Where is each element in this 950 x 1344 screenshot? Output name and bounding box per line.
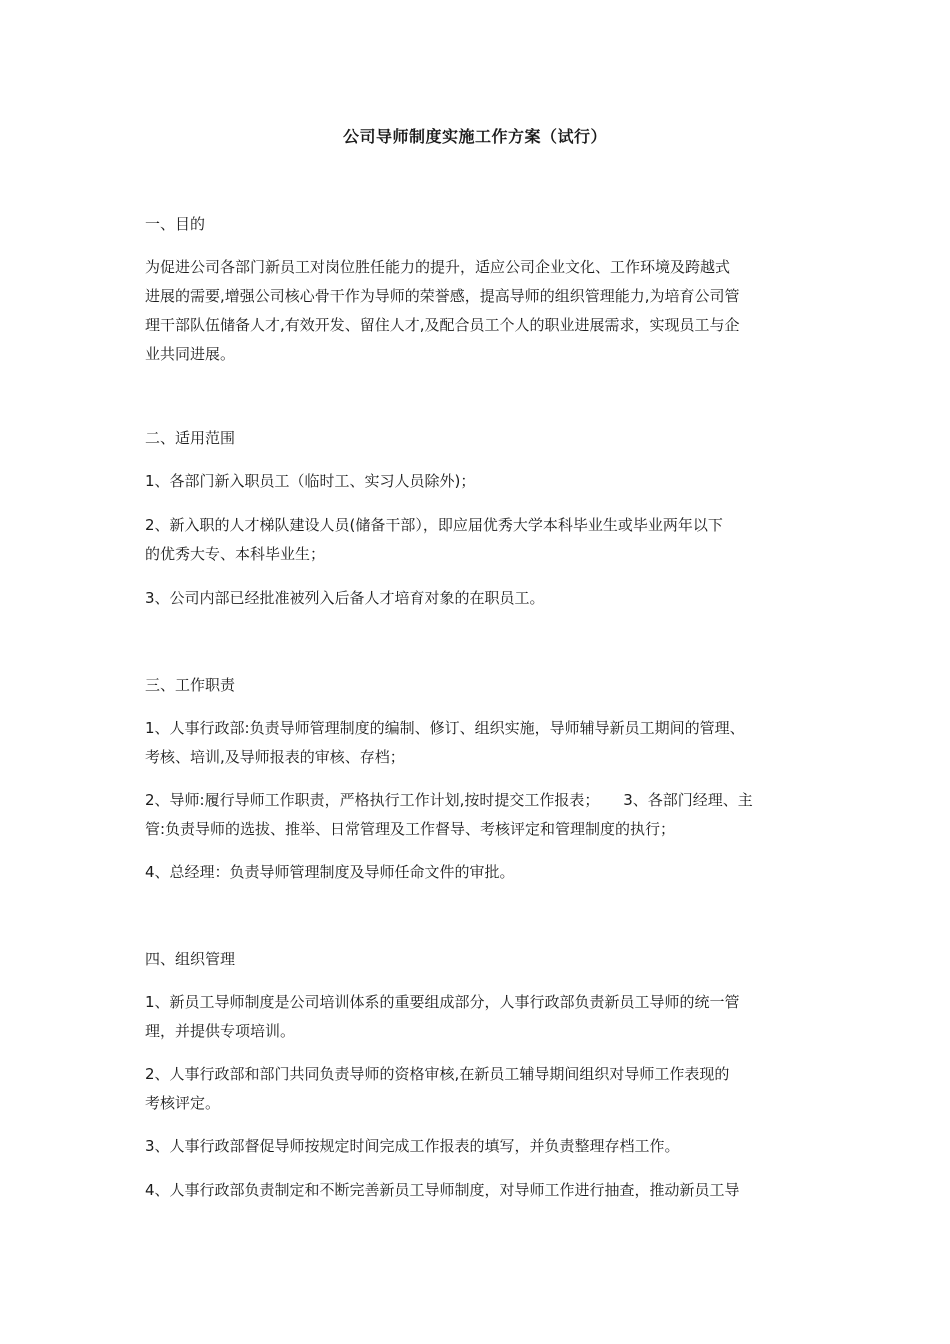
paragraph-line: 1、各部门新入职员工（临时工、实习人员除外)；	[145, 472, 476, 490]
paragraph-line: 2、人事行政部和部门共同负责导师的资格审核,在新员工辅导期间组织对导师工作表现的	[145, 1065, 730, 1083]
paragraph-line: 1、人事行政部:负责导师管理制度的编制、修订、组织实施，导师辅导新员工期间的管理、	[145, 719, 745, 737]
paragraph-line: 业共同进展。	[145, 345, 236, 363]
paragraph-line: 3、人事行政部督促导师按规定时间完成工作报表的填写，并负责整理存档工作。	[145, 1137, 680, 1155]
document-title: 公司导师制度实施工作方案（试行）	[342, 127, 607, 146]
paragraph-line: 4、人事行政部负责制定和不断完善新员工导师制度，对导师工作进行抽查，推动新员工导	[145, 1181, 740, 1199]
section-3-item-1	[145, 714, 817, 772]
paragraph-line: 的优秀大专、本科毕业生；	[145, 545, 326, 563]
paragraph-line: 4、总经理：负责导师管理制度及导师任命文件的审批。	[145, 863, 515, 881]
paragraph-line: 理干部队伍储备人才,有效开发、留住人才,及配合员工个人的职业进展需求，实现员工与企	[145, 316, 740, 334]
section-1-paragraph-1	[145, 253, 817, 369]
section-2-item-3	[145, 584, 817, 613]
section-2-item-1	[145, 467, 817, 496]
paragraph-line: 进展的需要,增强公司核心骨干作为导师的荣誉感，提高导师的组织管理能力,为培育公司管	[145, 287, 740, 305]
paragraph-line: 2、导师:履行导师工作职责，严格执行工作计划,按时提交工作报表； 3、各部门经理、主	[145, 791, 753, 809]
section-4-heading: 四、组织管理	[145, 950, 236, 968]
section-3-item-2	[145, 786, 817, 844]
section-3-item-3	[145, 858, 817, 887]
section-3-heading: 三、工作职责	[145, 676, 236, 694]
paragraph-line: 管:负责导师的选拔、推举、日常管理及工作督导、考核评定和管理制度的执行；	[145, 820, 676, 838]
paragraph-line: 2、新入职的人才梯队建设人员(储备干部），即应届优秀大学本科毕业生或毕业两年以下	[145, 516, 723, 534]
section-4-item-3	[145, 1132, 817, 1161]
section-2-item-2	[145, 511, 817, 569]
paragraph-line: 1、新员工导师制度是公司培训体系的重要组成部分，人事行政部负责新员工导师的统一管	[145, 993, 740, 1011]
section-4-item-1	[145, 988, 817, 1046]
paragraph-line: 为促进公司各部门新员工对岗位胜任能力的提升，适应公司企业文化、工作环境及跨越式	[145, 258, 731, 276]
section-2-heading: 二、适用范围	[145, 429, 236, 447]
section-1-heading: 一、目的	[145, 215, 206, 233]
paragraph-line: 考核评定。	[145, 1094, 221, 1112]
section-4-item-4	[145, 1176, 817, 1205]
paragraph-line: 3、公司内部已经批准被列入后备人才培育对象的在职员工。	[145, 589, 545, 607]
section-4-item-2	[145, 1060, 817, 1118]
paragraph-line: 考核、培训,及导师报表的审核、存档；	[145, 748, 405, 766]
paragraph-line: 理，并提供专项培训。	[145, 1022, 296, 1040]
